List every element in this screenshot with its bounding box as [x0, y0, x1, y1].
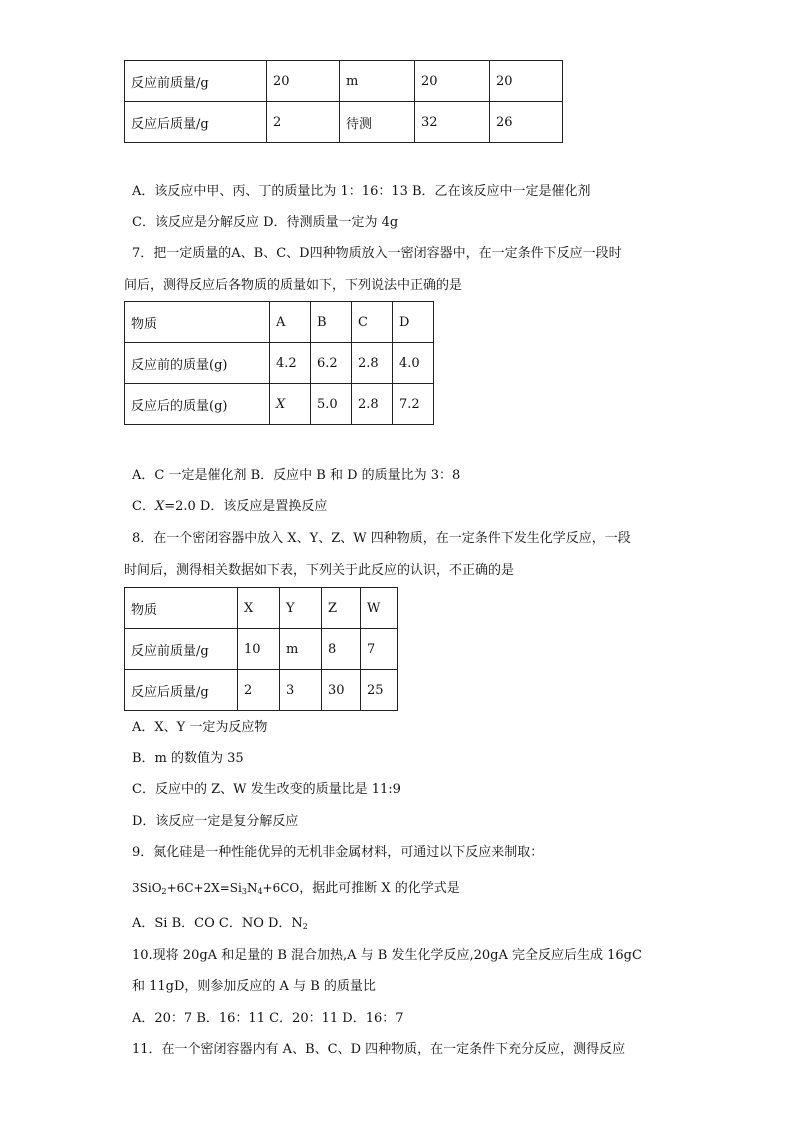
table-cell: X: [270, 384, 311, 425]
table-row: [125, 302, 434, 343]
table-row: [125, 61, 563, 102]
table-cell: 反应前的质量(g): [125, 343, 270, 384]
table-cell: 30: [322, 670, 361, 711]
table-cell: 物质: [125, 588, 238, 629]
q8-option-a: A．X、Y 一定为反应物: [132, 720, 268, 735]
table-cell: B: [311, 302, 352, 343]
table-cell: 32: [415, 102, 490, 143]
q10-stem-line-1: 10.现将 20gA 和足量的 B 混合加热,A 与 B 发生化学反应,20gA 完全反应后生成 16gC: [132, 948, 642, 963]
table-cell: 反应前质量/g: [125, 61, 267, 102]
q9-stem-line-1: 9．氮化硅是一种性能优异的无机非金属材料，可通过以下反应来制取：: [132, 845, 544, 860]
table-cell: 3: [280, 670, 322, 711]
q9-options: A．Si B．CO C．NO D．$N_2$: [132, 916, 308, 931]
mass-table-q6: [124, 60, 563, 143]
q7-stem-line-1: 7．把一定质量的A、B、C、D四种物质放入一密闭容器中，在一定条件下反应一段时: [132, 246, 622, 261]
table-cell: Y: [280, 588, 322, 629]
table-cell: 2: [267, 102, 340, 143]
q8-option-b: B．m 的数值为 35: [132, 751, 244, 766]
table-cell: 2.8: [352, 384, 393, 425]
q10-stem-line-2: 和 11gD，则参加反应的 A 与 B 的质量比: [132, 979, 376, 994]
q11-stem-line-1: 11．在一个密闭容器内有 A、B、C、D 四种物质，在一定条件下充分反应，测得反应: [132, 1042, 626, 1057]
q6-options-line-1: A．该反应中甲、丙、丁的质量比为 1：16：13 B．乙在该反应中一定是催化剂: [132, 184, 591, 199]
table-row: [125, 343, 434, 384]
q10-options: A．20：7 B．16：11 C．20：11 D．16：7: [132, 1011, 404, 1026]
table-cell: 反应后的质量(g): [125, 384, 270, 425]
q8-stem-line-2: 时间后，测得相关数据如下表，下列关于此反应的认识，不正确的是: [124, 563, 515, 578]
table-cell: m: [280, 629, 322, 670]
q9-stem-line-2: ，据此可推断 X 的化学式是: [299, 881, 460, 896]
table-cell: 20: [267, 61, 340, 102]
table-cell: X: [238, 588, 280, 629]
table-cell: 20: [490, 61, 563, 102]
q7-options-line-2: C．X=2.0 D．该反应是置换反应: [132, 499, 328, 514]
table-cell: 20: [415, 61, 490, 102]
table-cell: 反应前质量/g: [125, 629, 238, 670]
table-cell: 7.2: [393, 384, 434, 425]
table-cell: W: [361, 588, 398, 629]
q8-stem-line-1: 8．在一个密闭容器中放入 X、Y、Z、W 四种物质，在一定条件下发生化学反应，一段: [132, 531, 631, 546]
table-cell: C: [352, 302, 393, 343]
q7-options-line-2-rest: =2.0 D．该反应是置换反应: [164, 499, 328, 514]
table-cell: 4.0: [393, 343, 434, 384]
chemical-equation: $3SiO_2+6C+2X=Si_3N_4+6CO$: [132, 881, 300, 896]
q8-option-c: C．反应中的 Z、W 发生改变的质量比是 11:9: [132, 782, 401, 797]
table-row: [125, 384, 434, 425]
table-cell: 6.2: [311, 343, 352, 384]
table-cell: 7: [361, 629, 398, 670]
table-cell: Z: [322, 588, 361, 629]
table-cell: 反应后质量/g: [125, 670, 238, 711]
q7-stem-line-2: 间后，测得反应后各物质的质量如下，下列说法中正确的是: [124, 278, 463, 293]
q7-options-line-1: A．C 一定是催化剂 B．反应中 B 和 D 的质量比为 3：8: [132, 468, 461, 483]
variable-x: X: [154, 499, 165, 514]
table-cell: 物质: [125, 302, 270, 343]
table-cell: 2: [238, 670, 280, 711]
table-cell: 5.0: [311, 384, 352, 425]
table-row: [125, 588, 398, 629]
table-cell: 待测: [340, 102, 415, 143]
table-row: [125, 102, 563, 143]
table-cell: 8: [322, 629, 361, 670]
table-cell: 4.2: [270, 343, 311, 384]
q9-equation-line: [132, 878, 460, 902]
mass-table-q8: [124, 587, 398, 711]
table-row: [125, 629, 398, 670]
table-cell: 2.8: [352, 343, 393, 384]
mass-table-q7: [124, 301, 434, 425]
table-row: [125, 670, 398, 711]
table-cell: 26: [490, 102, 563, 143]
table-cell: 25: [361, 670, 398, 711]
table-cell: 反应后质量/g: [125, 102, 267, 143]
table-cell: 10: [238, 629, 280, 670]
table-cell: A: [270, 302, 311, 343]
q6-options-line-2: C．该反应是分解反应 D．待测质量一定为 4g: [132, 215, 399, 230]
table-cell: D: [393, 302, 434, 343]
q9-options-text: A．Si B．CO C．NO D．N: [132, 916, 303, 931]
table-cell: m: [340, 61, 415, 102]
q8-option-d: D．该反应一定是复分解反应: [132, 814, 299, 829]
